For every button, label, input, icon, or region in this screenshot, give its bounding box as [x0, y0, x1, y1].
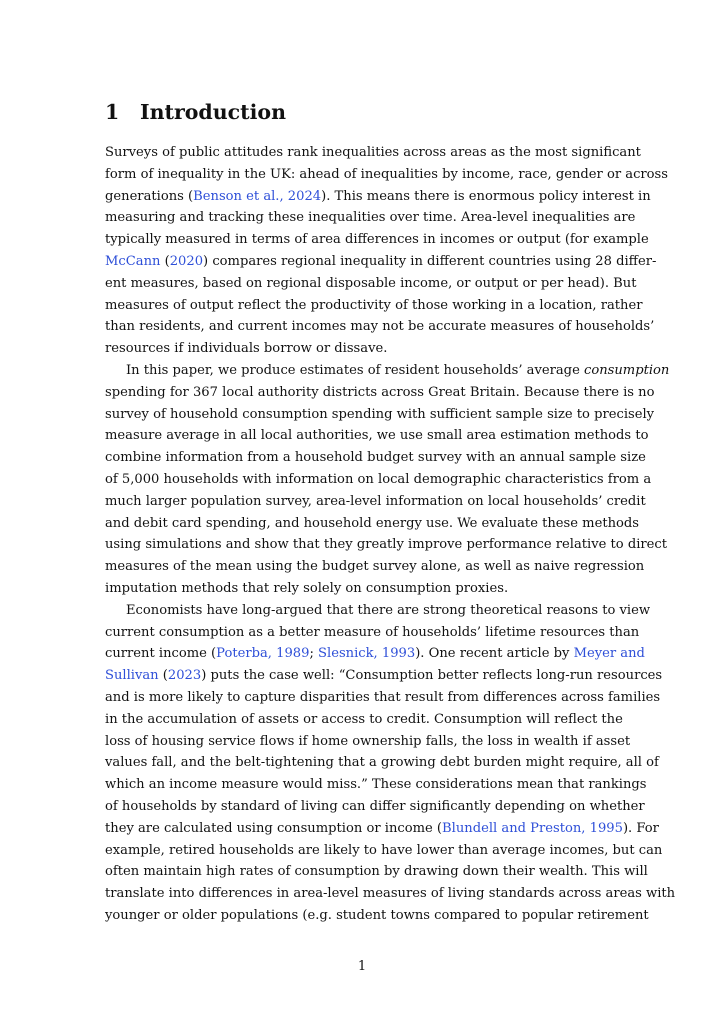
text-line — [105, 229, 649, 251]
emphasis-text: consumption — [583, 362, 670, 378]
text-line — [105, 883, 676, 905]
paragraph — [105, 142, 668, 360]
text-line — [105, 774, 647, 796]
page-number: 1 — [357, 959, 367, 974]
text-line — [105, 469, 652, 491]
section-heading — [105, 100, 286, 124]
text-run: using simulations and show that they greatly improve performance relative to direct — [105, 537, 667, 553]
text-line — [105, 295, 643, 317]
paragraph — [105, 360, 670, 600]
text-line — [105, 687, 661, 709]
body-text — [105, 142, 676, 927]
citation-link[interactable]: Blundell and Preston, 1995 — [442, 820, 623, 836]
text-run: Surveys of public attitudes rank inequalities across areas as the most significant — [105, 145, 641, 160]
text-run: combine information from a household budget survey with an annual sample size — [105, 450, 646, 466]
text-line — [105, 731, 631, 753]
text-run: current income ( — [105, 646, 217, 662]
text-line — [105, 861, 648, 883]
citation-link[interactable]: 2020 — [169, 253, 204, 269]
text-line — [105, 840, 663, 862]
text-run: measure average in all local authorities, we use small area estimation methods to — [105, 428, 649, 444]
text-run: resources if individuals borrow or dissave. — [105, 341, 388, 357]
text-line — [105, 622, 640, 644]
text-run: spending for 367 local authority districts across Great Britain. Because there is no — [105, 384, 655, 400]
text-line — [105, 425, 649, 447]
text-run: of 5,000 households with information on local demographic characteristics from a — [105, 471, 652, 487]
text-line — [105, 273, 637, 295]
text-line — [105, 643, 645, 665]
text-line — [105, 491, 646, 513]
text-run: much larger population survey, area-level information on local households’ credit — [105, 493, 646, 509]
text-line — [105, 316, 655, 338]
text-run: survey of household consumption spending with sufficient sample size to precisely — [105, 406, 655, 422]
text-run: than residents, and current incomes may not be accurate measures of households’ — [105, 319, 655, 335]
text-run: and debit card spending, and household energy use. We evaluate these methods — [105, 515, 640, 531]
text-line — [105, 556, 645, 578]
text-run: which an income measure would miss.” These considerations mean that rankings — [105, 777, 647, 793]
citation-link[interactable]: Benson et al., 2024 — [193, 188, 322, 204]
text-run: ent measures, based on regional disposable income, or output or per head). But — [105, 275, 637, 291]
text-run: younger or older populations (e.g. student towns compared to popular retirement — [105, 907, 649, 923]
text-line — [105, 338, 618, 360]
text-line — [105, 905, 649, 927]
text-run: often maintain high rates of consumption by drawing down their wealth. This will — [105, 864, 648, 880]
text-line — [105, 578, 618, 600]
citation-link[interactable]: McCann — [105, 253, 161, 269]
citation-link[interactable]: Meyer and — [573, 646, 645, 662]
text-run: ). One recent article by — [415, 646, 574, 662]
text-run: measuring and tracking these inequalities over time. Area-level inequalities are — [105, 210, 636, 226]
text-run: they are calculated using consumption or income ( — [105, 820, 443, 836]
section-number: 1 — [105, 100, 120, 124]
text-run: ( — [158, 668, 168, 684]
text-run: in the accumulation of assets or access to credit. Consumption will reflect the — [105, 711, 623, 727]
citation-link[interactable]: 2023 — [167, 668, 202, 684]
text-run: measures of the mean using the budget survey alone, as well as naive regression — [105, 559, 645, 575]
text-line — [105, 513, 640, 535]
text-line — [105, 534, 667, 556]
text-run: generations ( — [105, 188, 194, 204]
text-run: ). For — [622, 820, 659, 836]
text-run: ). This means there is enormous policy interest in — [321, 188, 651, 204]
paragraph — [105, 600, 676, 927]
text-line — [105, 382, 655, 404]
text-line — [105, 404, 655, 426]
text-run: loss of housing service flows if home ownership falls, the loss in wealth if asset — [105, 733, 631, 749]
text-line — [105, 709, 623, 731]
text-run: Economists have long-argued that there are strong theoretical reasons to view — [126, 602, 651, 618]
section-title: Introduction — [140, 100, 286, 124]
text-run: form of inequality in the UK: ahead of inequalities by income, race, gender or across — [105, 166, 668, 182]
text-line — [105, 447, 646, 469]
text-line — [105, 752, 659, 774]
text-run: and is more likely to capture disparities that result from differences across families — [105, 689, 661, 705]
text-line — [105, 360, 670, 382]
text-run: measures of output reflect the productivity of those working in a location, rather — [105, 297, 643, 313]
text-run: example, retired households are likely to have lower than average incomes, but can — [105, 842, 663, 858]
text-line — [105, 600, 651, 622]
text-run: of households by standard of living can differ significantly depending on whether — [105, 798, 645, 814]
text-run: current consumption as a better measure of households’ lifetime resources than — [105, 624, 640, 640]
text-line — [105, 796, 645, 818]
text-run: ) puts the case well: “Consumption better reflects long-run resources — [201, 668, 663, 684]
text-line — [105, 186, 651, 208]
text-line — [105, 142, 641, 164]
text-run: ) compares regional inequality in different countries using 28 differ- — [203, 253, 657, 269]
text-line — [105, 818, 659, 840]
text-run: imputation methods that rely solely on consumption proxies. — [105, 580, 509, 596]
text-run: In this paper, we produce estimates of resident households’ average — [126, 362, 584, 378]
citation-link[interactable]: Sullivan — [105, 668, 159, 684]
citation-link[interactable]: Poterba, 1989 — [216, 646, 310, 662]
text-line — [105, 207, 636, 229]
citation-link[interactable]: Slesnick, 1993 — [318, 646, 416, 662]
text-run: values fall, and the belt-tightening that a growing debt burden might require, all of — [105, 755, 659, 771]
text-line — [105, 665, 663, 687]
text-run: translate into differences in area-level measures of living standards across areas with — [105, 886, 676, 902]
text-run: typically measured in terms of area differences in incomes or output (for example — [105, 232, 649, 248]
text-run: ; — [309, 646, 319, 662]
text-line — [105, 251, 657, 273]
text-line — [105, 164, 668, 186]
text-run: ( — [160, 253, 170, 269]
